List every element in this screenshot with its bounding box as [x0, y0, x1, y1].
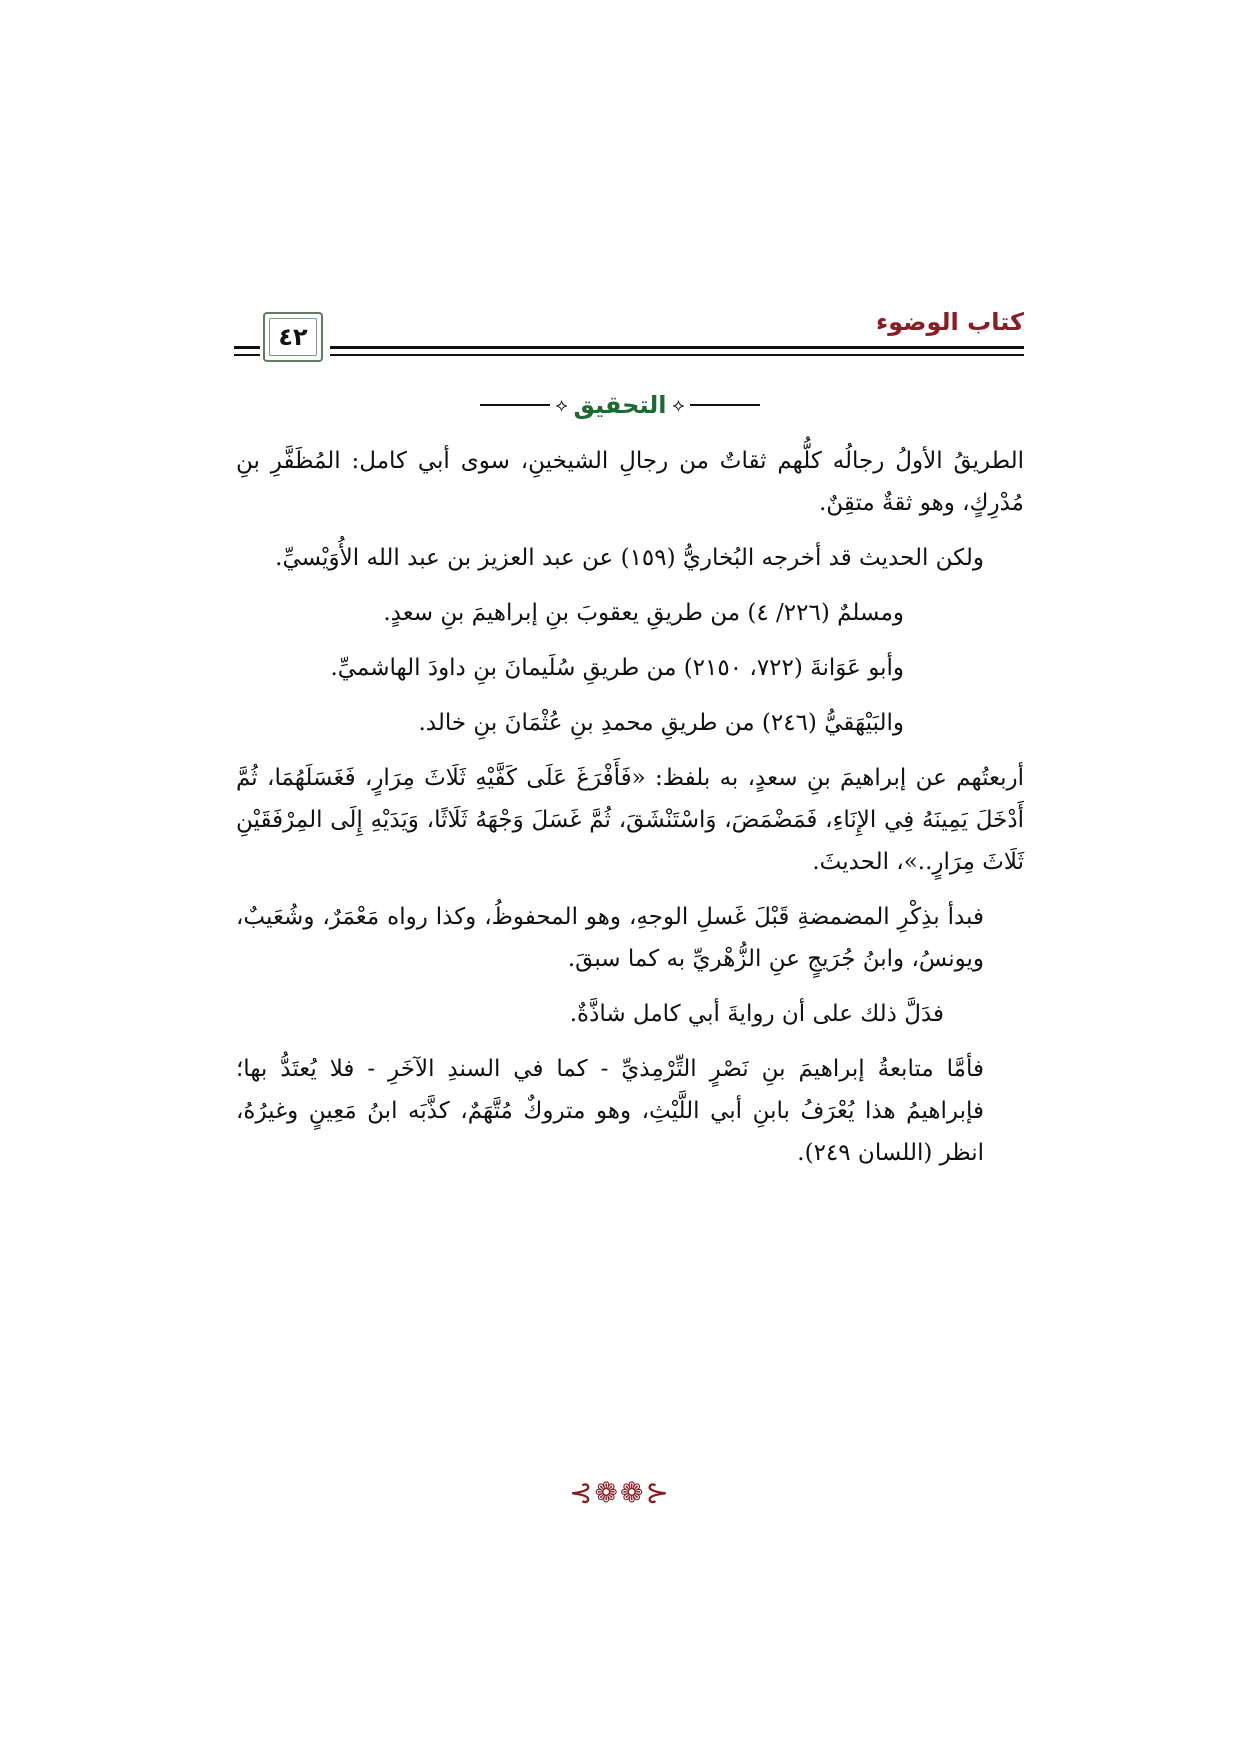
page-number: ٤٢ [278, 323, 308, 351]
body-text [236, 440, 1024, 1187]
section-heading [0, 390, 1240, 420]
page-number-box [263, 312, 323, 362]
paragraph: ولكن الحديث قد أخرجه البُخاريُّ (١٥٩) عن عبد العزيز بن عبد الله الأُوَيْسيِّ. [275, 545, 984, 571]
footer-ornament-icon: ⊰❁❁⊱ [569, 1476, 671, 1509]
header-rule-bottom-right [330, 354, 1024, 356]
paragraph: فبدأ بذِكْرِ المضمضةِ قَبْلَ غَسلِ الوجهِ، وهو المحفوظُ، وكذا رواه مَعْمَرٌ، وشُعَيبٌ، ويونسُ، وابنُ جُرَيجٍ عنِ الزُّهْريِّ به كما سبقَ. [236, 904, 984, 972]
header-rule-bottom-left [234, 354, 260, 356]
paragraph: الطريقُ الأولُ رجالُه كلُّهم ثقاتٌ من رجالِ الشيخينِ، سوى أبي كامل: المُظَفَّرِ بنِ مُدْرِكٍ، وهو ثقةٌ متقِنٌ. [236, 448, 1024, 516]
paragraph: ومسلمٌ (٢٢٦/ ٤) من طريقِ يعقوبَ بنِ إبراهيمَ بنِ سعدٍ. [383, 600, 904, 626]
page-header [236, 308, 1024, 382]
paragraph: والبَيْهَقيُّ (٢٤٦) من طريقِ محمدِ بنِ عُثْمَانَ بنِ خالد. [418, 710, 904, 736]
paragraph: فدَلَّ ذلك على أن روايةَ أبي كامل شاذَّةٌ. [569, 1001, 944, 1027]
section-line-right [690, 404, 760, 406]
header-rule-top-right [330, 346, 1024, 349]
ornament-right-icon: ⟡ [672, 394, 685, 416]
book-title: كتاب الوضوء [875, 308, 1024, 336]
paragraph: فأمَّا متابعةُ إبراهيمَ بنِ نَصْرٍ التِّرْمِذيِّ - كما في السندِ الآخَرِ - فلا يُعتَدُّ بها؛ فإبراهيمُ هذا يُعْرَفُ بابنِ أبي اللَّيْثِ، وهو متروكٌ مُتَّهَمٌ، كذَّبَه ابنُ مَعِينٍ وغيرُهُ، انظر (اللسان ٢٤٩). [236, 1056, 984, 1166]
header-rule-top-left [234, 346, 260, 349]
section-title: التحقيق [573, 391, 667, 419]
section-line-left [480, 404, 550, 406]
paragraph: وأبو عَوَانةَ (٧٢٢، ٢١٥٠) من طريقِ سُلَيمانَ بنِ داودَ الهاشميِّ. [330, 655, 904, 681]
ornament-left-icon: ⟡ [555, 394, 568, 416]
paragraph: أربعتُهم عن إبراهيمَ بنِ سعدٍ، به بلفظ: «فَأَفْرَغَ عَلَى كَفَّيْهِ ثَلَاثَ مِرَارٍ، فَغَسَلَهُمَا، ثُمَّ أَدْخَلَ يَمِينَهُ فِي الإِنَاءِ، فَمَضْمَضَ، وَاسْتَنْشَقَ، ثُمَّ غَسَلَ وَجْهَهُ ثَلَاثًا، وَيَدَيْهِ إِلَى المِرْفَقَيْنِ ثَلَاثَ مِرَارٍ..»، الحديثَ. [236, 765, 1024, 875]
